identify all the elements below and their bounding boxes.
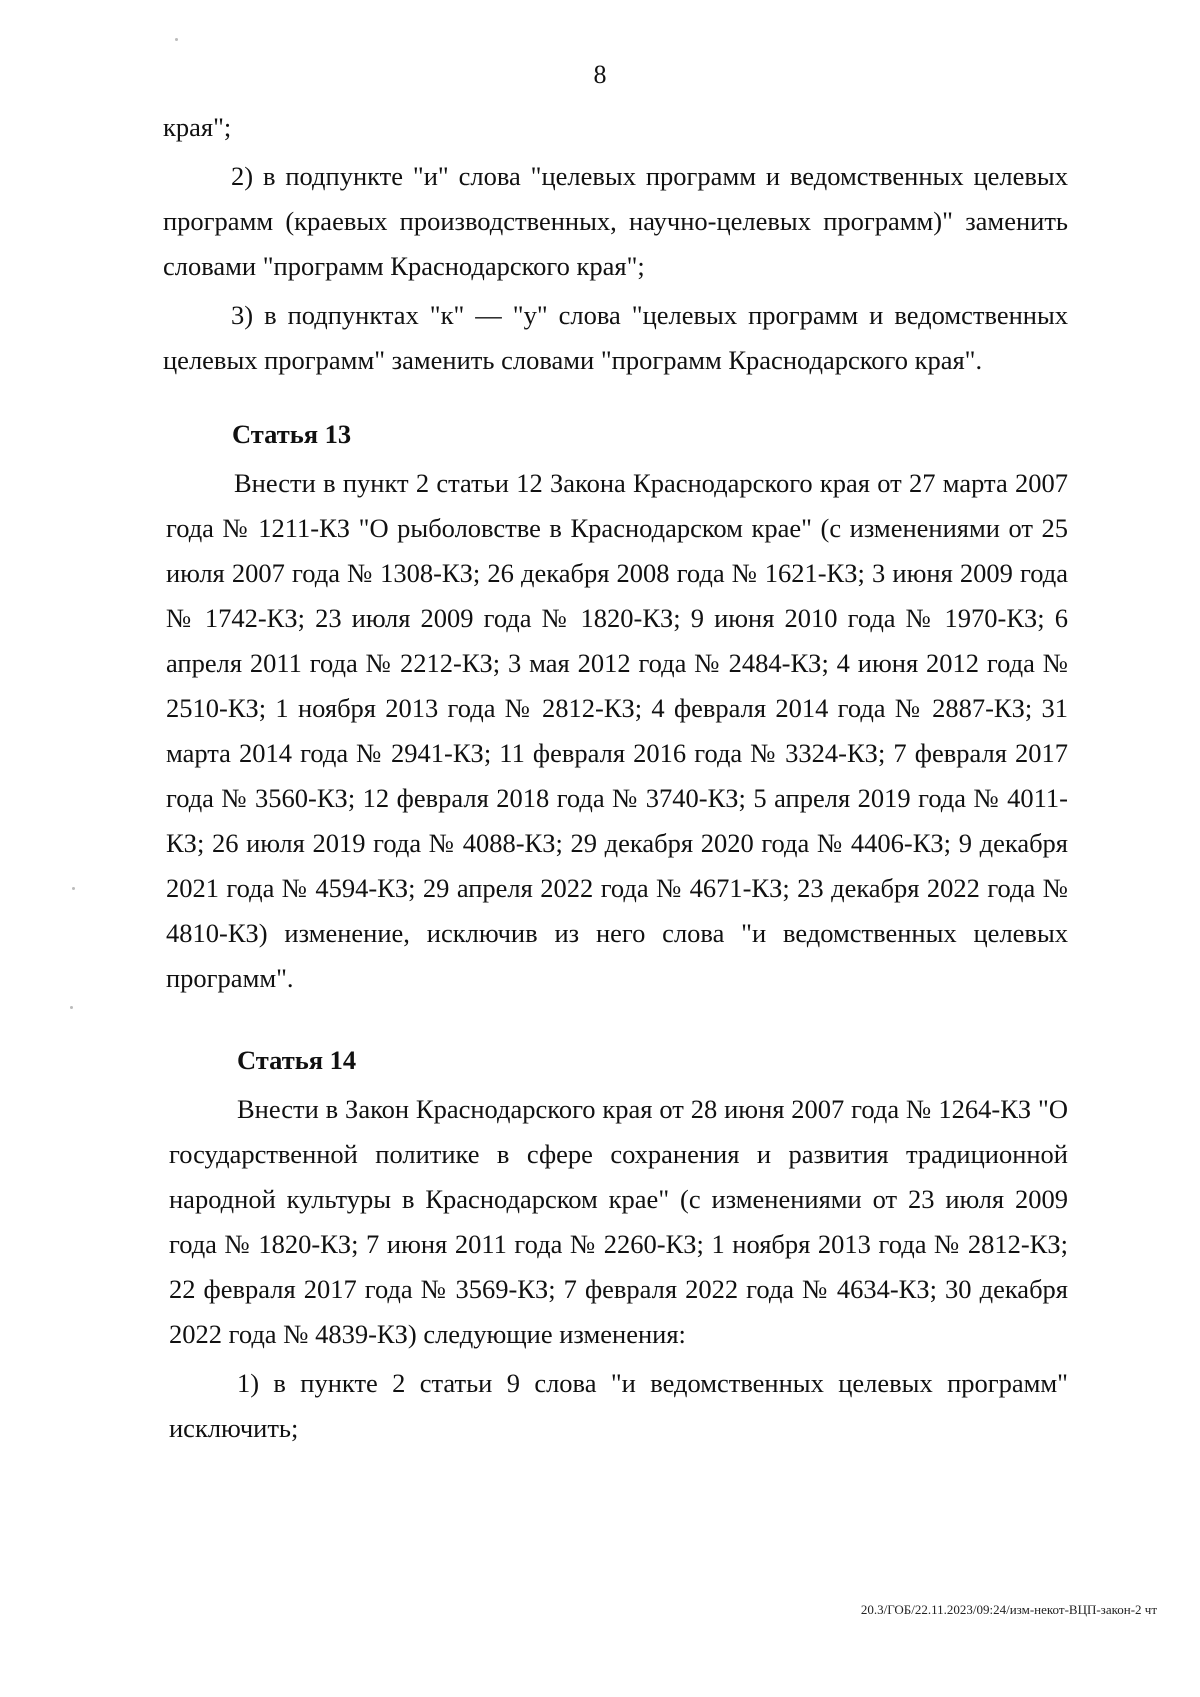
paragraph-continuation: края"; <box>163 112 232 142</box>
article-13-heading: Статья 13 <box>232 419 352 449</box>
page-number: 8 <box>593 60 607 89</box>
paragraph-item-3: 3) в подпунктах "к" — "у" слова "целевых программ и ведомственных целевых программ" заменить словами "программ Краснодарского края". <box>163 300 1068 375</box>
scan-artifact <box>70 1006 73 1009</box>
paragraph-item-2: 2) в подпункте "и" слова "целевых программ и ведомственных целевых программ (краевых производственных, научно-целевых программ)" заменить словами "программ Краснодарского края"; <box>163 161 1068 281</box>
previous-article-continuation <box>163 105 1068 383</box>
article-14-body: Внести в Закон Краснодарского края от 28 июня 2007 года № 1264-КЗ "О государственной политике в сфере сохранения и развития традиционной народной культуры в Краснодарском крае" (с изменениями от 23 июля 2009 года № 1820-КЗ; 7 июня 2011 года № 2260-КЗ; 1 ноября 2013 года № 2812-КЗ; 22 февраля 2017 года № 3569-КЗ; 7 февраля 2022 года № 4634-КЗ; 30 декабря 2022 года № 4839-КЗ) следующие изменения: <box>169 1094 1068 1349</box>
article-14-item-1: 1) в пункте 2 статьи 9 слова "и ведомственных целевых программ" исключить; <box>169 1368 1068 1443</box>
article-13-body: Внести в пункт 2 статьи 12 Закона Краснодарского края от 27 марта 2007 года № 1211-КЗ "О рыболовстве в Краснодарском крае" (с изменениями от 25 июля 2007 года № 1308-КЗ; 26 декабря 2008 года № 1621-КЗ; 3 июня 2009 года № 1742-КЗ; 23 июля 2009 года № 1820-КЗ; 9 июня 2010 года № 1970-КЗ; 6 апреля 2011 года № 2212-КЗ; 3 мая 2012 года № 2484-КЗ; 4 июня 2012 года № 2510-КЗ; 1 ноября 2013 года № 2812-КЗ; 4 февраля 2014 года № 2887-КЗ; 31 марта 2014 года № 2941-КЗ; 11 февраля 2016 года № 3324-КЗ; 7 февраля 2017 года № 3560-КЗ; 12 февраля 2018 года № 3740-КЗ; 5 апреля 2019 года № 4011-КЗ; 26 июля 2019 года № 4088-КЗ; 29 декабря 2020 года № 4406-КЗ; 9 декабря 2021 года № 4594-КЗ; 29 апреля 2022 года № 4671-КЗ; 23 декабря 2022 года № 4810-КЗ) изменение, исключив из него слова "и ведомственных целевых программ". <box>166 468 1068 993</box>
article-13 <box>166 412 1068 1001</box>
article-14-heading: Статья 14 <box>237 1045 357 1075</box>
document-footer-code: 20.3/ГОБ/22.11.2023/09:24/изм-некот-ВЦП-закон-2 чт <box>860 1602 1157 1617</box>
scan-artifact <box>72 887 75 890</box>
article-14 <box>169 1038 1068 1451</box>
scan-artifact <box>175 38 178 41</box>
